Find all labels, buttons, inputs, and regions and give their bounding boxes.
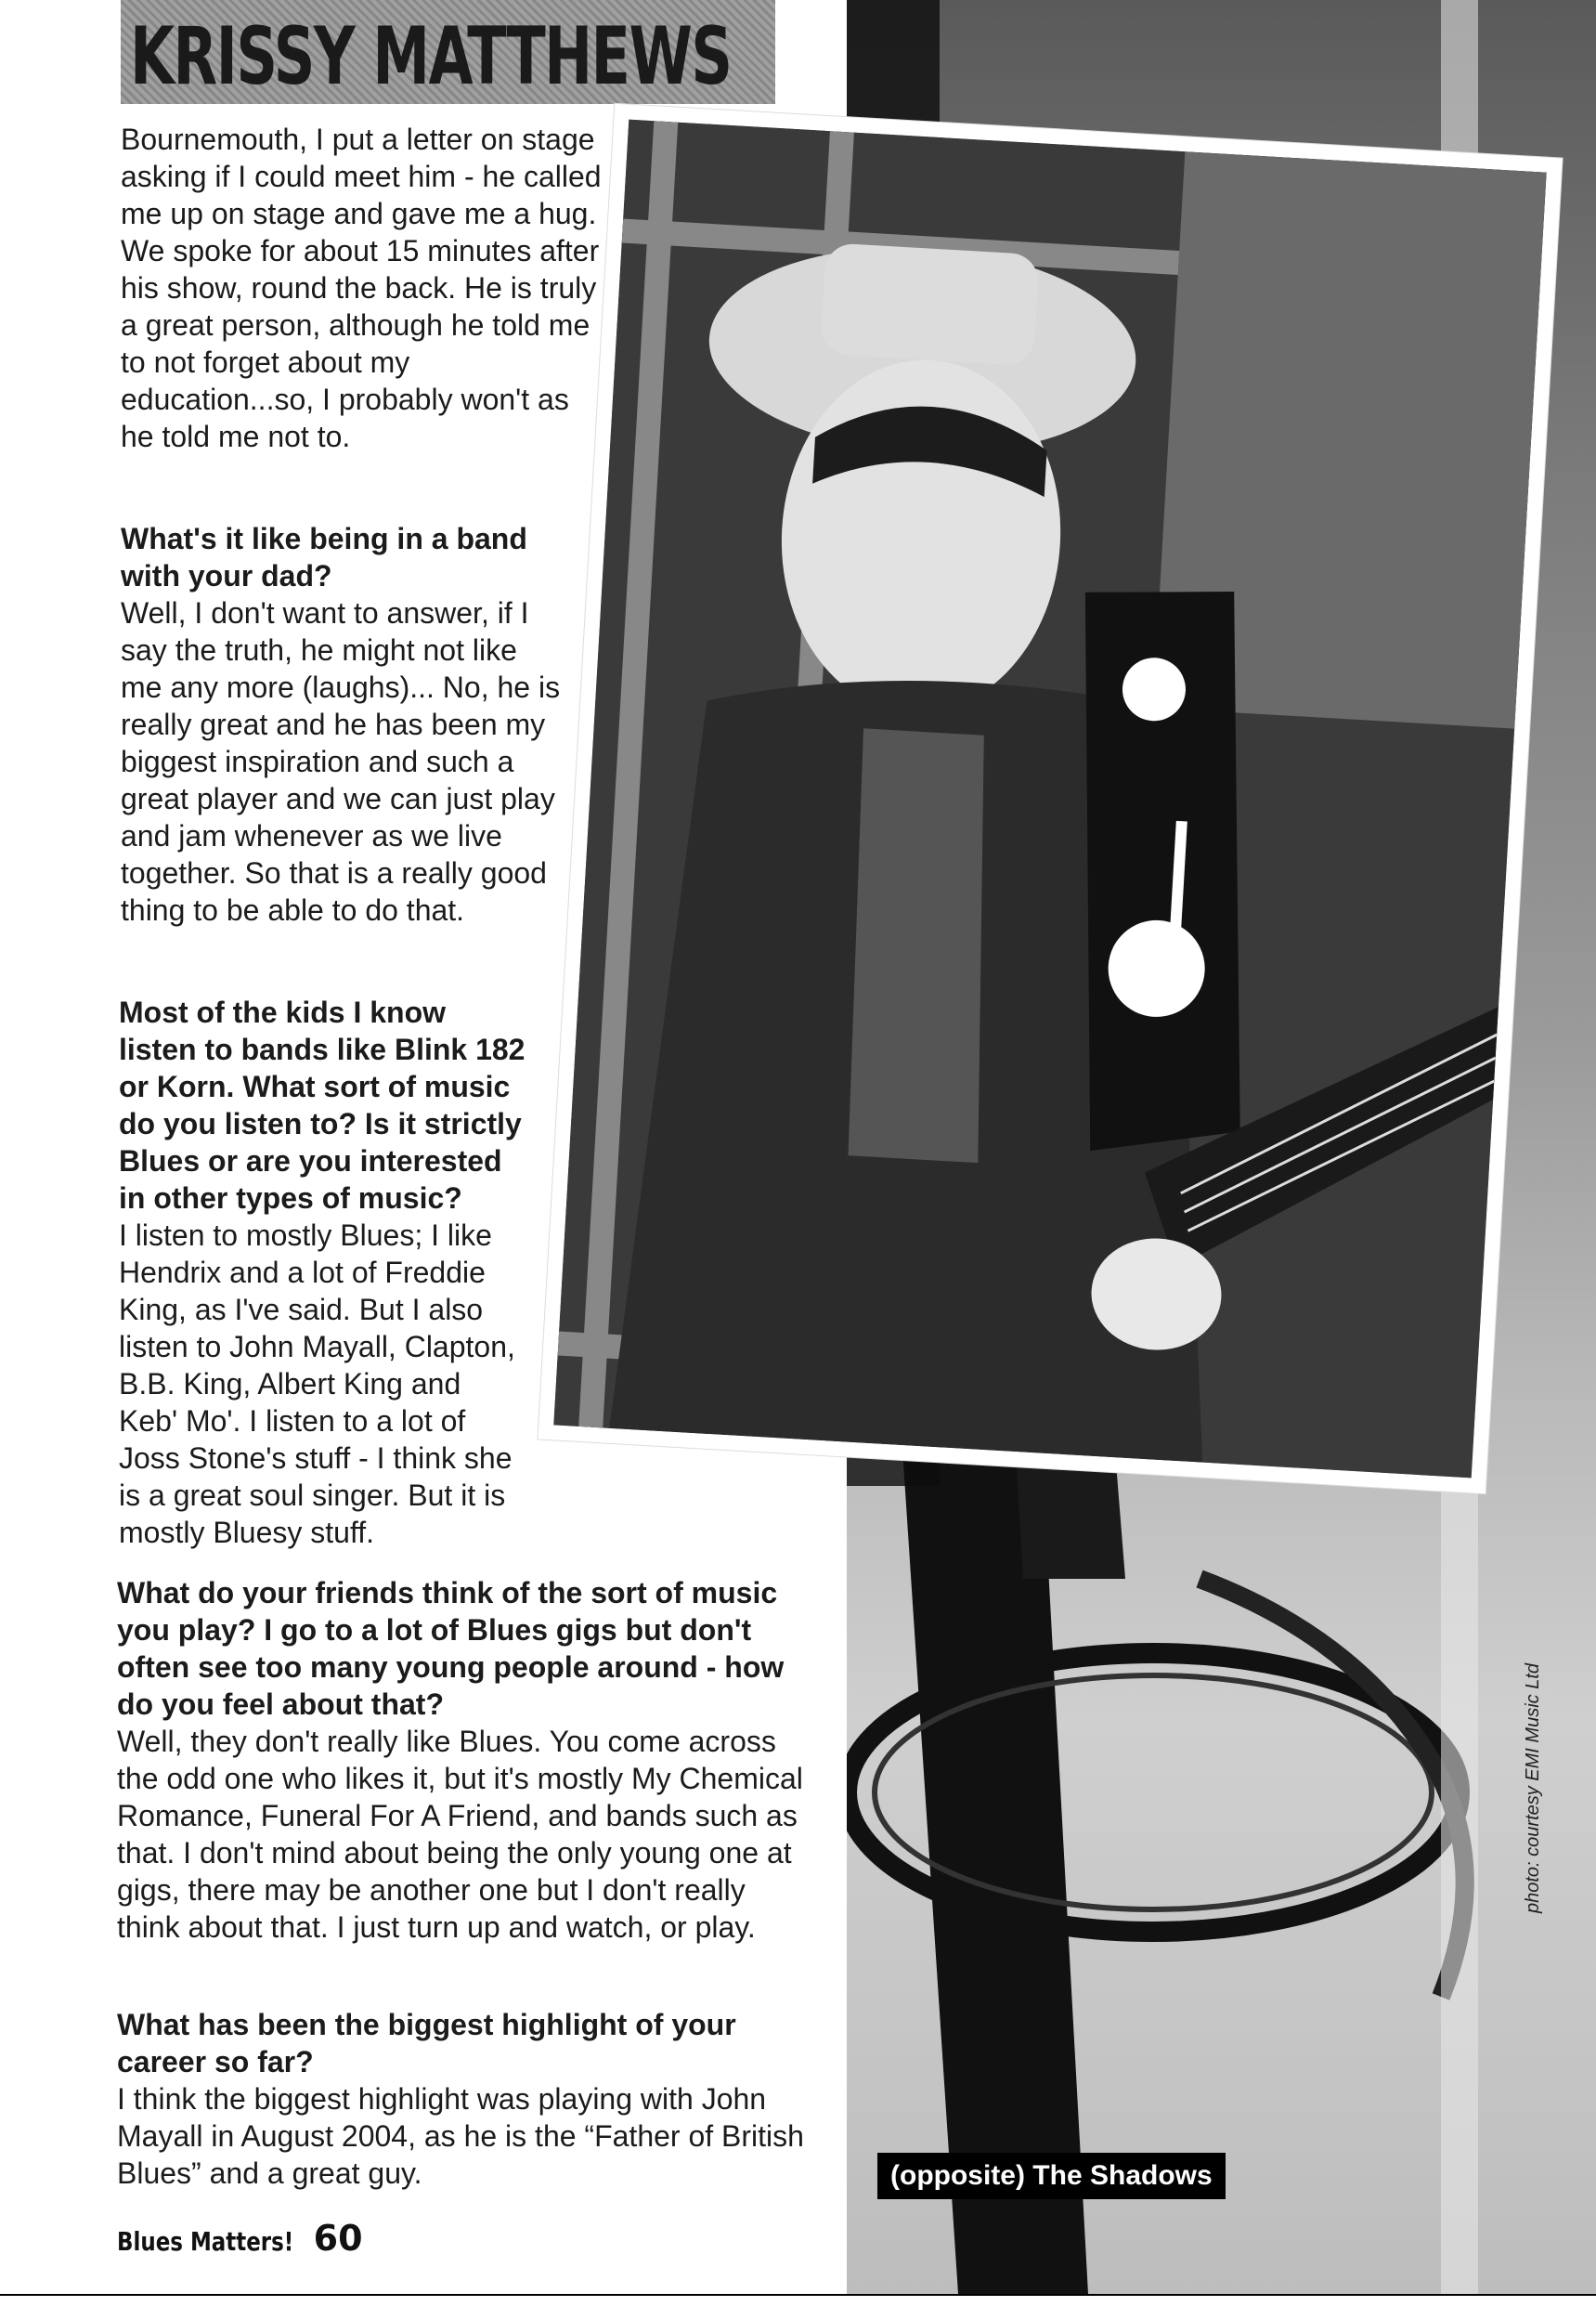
answer-text: I listen to mostly Blues; I like Hendrix and a lot of Freddie King, as I've said. But I also listen to John Mayall, Clapton, B.B. King, Albert King and Keb' Mo'. I listen to a lot of Joss Stone's stuff - I think she is a great soul singer. But it is mostly Bluesy stuff. [119, 1218, 515, 1549]
question-text: Most of the kids I know listen to bands like Blink 182 or Korn. What sort of music do you listen to? Is it strictly Blues or are you interested in other types of music? [119, 996, 526, 1215]
guitarist-illustration [553, 120, 1546, 1479]
page-number: 60 [313, 2218, 363, 2259]
guitarist-photo [553, 120, 1546, 1479]
qa-block-1 [121, 520, 566, 929]
photo-frame [538, 104, 1562, 1493]
qa-block-4 [117, 2006, 804, 2192]
bottom-border [0, 2294, 1596, 2306]
intro-paragraph: Bournemouth, I put a letter on stage asking if I could meet him - he called me up on stage and gave me a hug. We spoke for about 15 minutes after his show, round the back. He is truly a great person, although he told me to not forget about my education...so, I probably won't as he told me not to. [121, 123, 602, 453]
photo-caption: (opposite) The Shadows [877, 2153, 1226, 2199]
page-title: KRISSY MATTHEWS [130, 10, 732, 103]
magazine-name: Blues Matters! [117, 2226, 294, 2257]
question-text: What has been the biggest highlight of your career so far? [117, 2008, 736, 2078]
question-text: What do your friends think of the sort of music you play? I go to a lot of Blues gigs but don't often see too many young people around - how do you feel about that? [117, 1576, 785, 1721]
article-intro [121, 121, 603, 455]
qa-block-2 [119, 994, 527, 1551]
page-footer [117, 2218, 363, 2259]
answer-text: Well, they don't really like Blues. You come across the odd one who likes it, but it's mostly My Chemical Romance, Funeral For A Friend, and bands such as that. I don't mind about being the only young one at gigs, there may be another one but I don't really think about that. I just turn up and watch, or play. [117, 1725, 803, 1944]
photo-credit: photo: courtesy EMI Music Ltd [1523, 1662, 1543, 1913]
answer-text: I think the biggest highlight was playing with John Mayall in August 2004, as he is the “Father of British Blues” and a great guy. [117, 2082, 804, 2190]
question-text: What's it like being in a band with your dad? [121, 522, 527, 593]
qa-block-3 [117, 1574, 804, 1946]
answer-text: Well, I don't want to answer, if I say the truth, he might not like me any more (laughs)... No, he is really great and he has been my biggest inspiration and such a great player and we can just play and jam whenever as we live together. So that is a really good thing to be able to do that. [121, 596, 561, 927]
